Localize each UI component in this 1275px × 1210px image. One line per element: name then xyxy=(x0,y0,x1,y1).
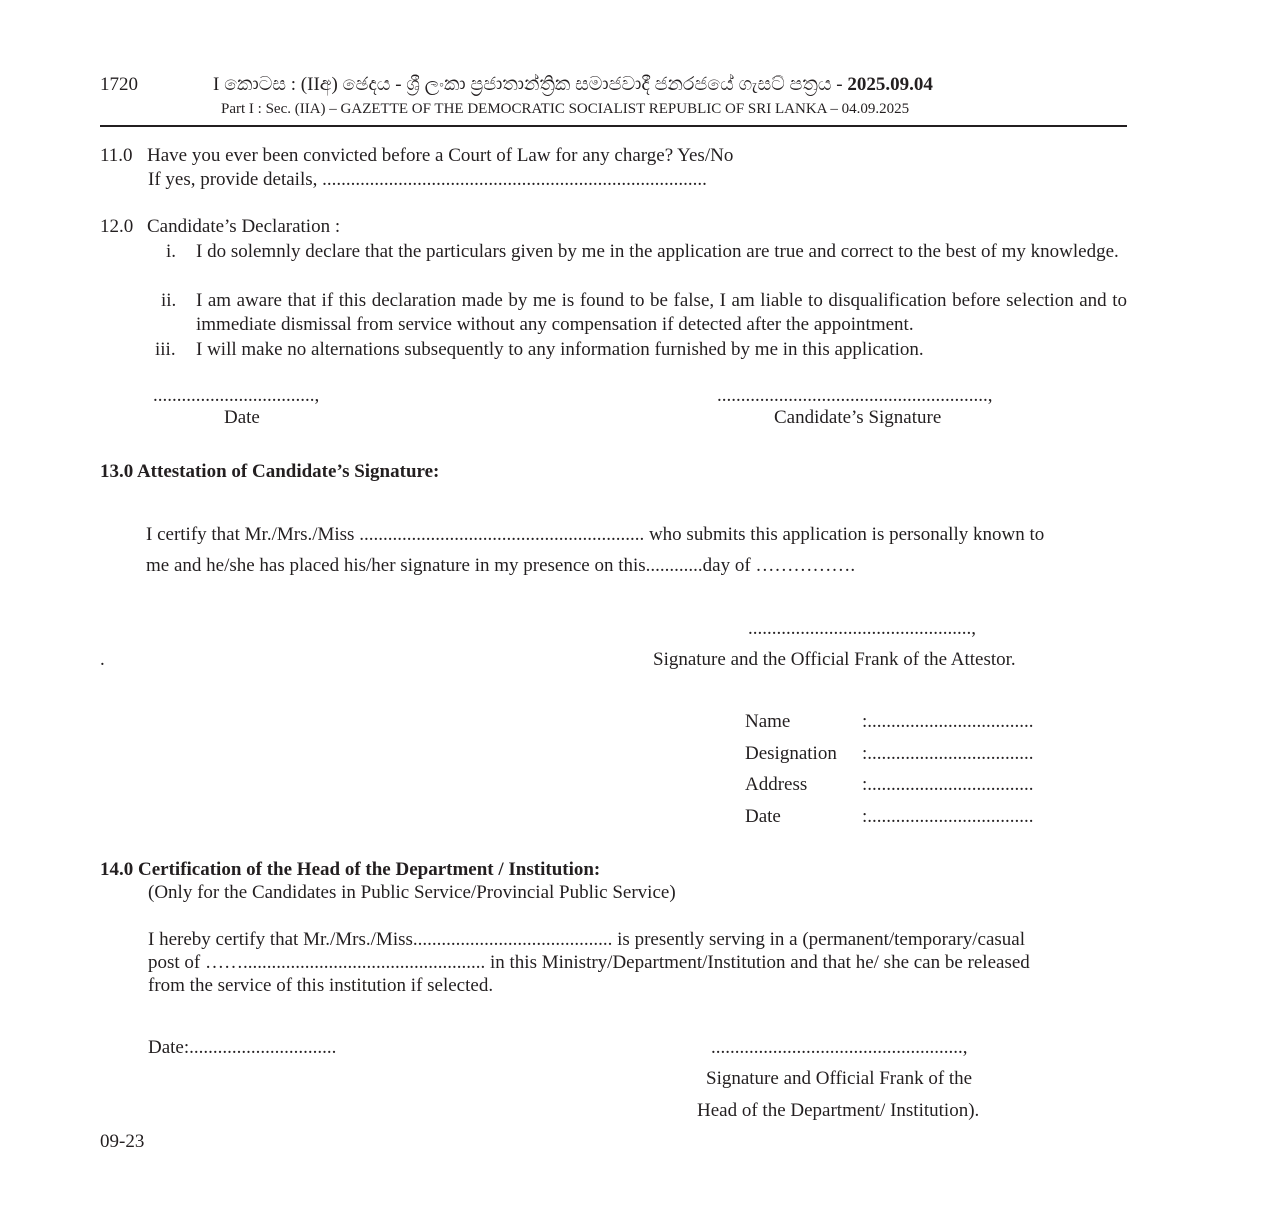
attestor-signature-dots: ..............................................., xyxy=(748,618,976,639)
attestor-field-value: :................................... xyxy=(862,743,1034,764)
s12-title: Candidate’s Declaration : xyxy=(147,216,341,237)
page-number: 1720 xyxy=(100,74,138,95)
s14-subheading: (Only for the Candidates in Public Service/Provincial Public Service) xyxy=(148,882,676,903)
s12-item-text: I will make no alternations subsequently to any information furnished by me in this application. xyxy=(196,339,924,360)
stray-dot: . xyxy=(100,649,105,670)
head-signature-label: Signature and Official Frank of the xyxy=(706,1068,973,1089)
s13-line1: I certify that Mr./Mrs./Miss ............................................................ who submits this application is personally known to xyxy=(146,524,1045,545)
english-header: Part I : Sec. (IIA) – GAZETTE OF THE DEMOCRATIC SOCIALIST REPUBLIC OF SRI LANKA – 04.09.2025 xyxy=(221,101,910,117)
s12-number: 12.0 xyxy=(100,216,134,237)
s14-paragraph-line: post of ……................................................... in this Ministry/Department/Institution and that he/ she can be released xyxy=(148,952,1030,973)
attestor-field-value: :................................... xyxy=(862,711,1034,732)
header-rule xyxy=(100,125,1127,127)
sinhala-header xyxy=(213,73,933,97)
s11-number: 11.0 xyxy=(100,145,133,166)
s11-details: If yes, provide details, ................................................................................. xyxy=(148,169,707,190)
sinhala-date: 2025.09.04 xyxy=(847,74,933,95)
attestor-signature-label: Signature and the Official Frank of the Attestor. xyxy=(653,649,1016,670)
date-label: Date xyxy=(224,407,260,428)
s14-date-line: Date:............................... xyxy=(148,1037,337,1058)
attestor-field-label: Designation xyxy=(745,743,837,764)
s12-item-num: i. xyxy=(166,241,177,262)
sinhala-title: I කොටස : (IIඅ) ඡෙදය - ශ්‍රී ලංකා ප්‍රජාතාන්ත්‍රික සමාජවාදී ජනරජයේ ගැසට් පත්‍රය - xyxy=(213,74,848,95)
s14-heading: 14.0 Certification of the Head of the Department / Institution: xyxy=(100,859,601,880)
attestor-field-label: Date xyxy=(745,806,781,827)
s13-line2: me and he/she has placed his/her signature in my presence on this............day of ……………. xyxy=(146,555,856,576)
date-dots: .................................., xyxy=(153,385,320,406)
attestor-field-value: :................................... xyxy=(862,806,1034,827)
head-signature-label: Head of the Department/ Institution). xyxy=(697,1100,980,1121)
s14-paragraph-line: I hereby certify that Mr./Mrs./Miss.......................................... is presently serving in a (permanent/temporary/casual xyxy=(148,929,1025,950)
footer-code: 09-23 xyxy=(100,1131,145,1152)
attestor-field-label: Name xyxy=(745,711,791,732)
s14-paragraph-line: from the service of this institution if selected. xyxy=(148,975,494,996)
candidate-signature-label: Candidate’s Signature xyxy=(774,407,942,428)
candidate-signature-dots: ........................................................., xyxy=(717,385,993,406)
s12-item-text: I do solemnly declare that the particulars given by me in the application are true and correct to the best of my knowledge. xyxy=(196,241,1119,262)
s12-item-num: ii. xyxy=(161,290,177,311)
attestor-field-value: :................................... xyxy=(862,774,1034,795)
attestor-field-label: Address xyxy=(745,774,808,795)
s13-heading: 13.0 Attestation of Candidate’s Signature: xyxy=(100,461,440,482)
s12-item-text: I am aware that if this declaration made by me is found to be false, I am liable to disqualification before selection and to immediate dismissal from service without any compensation if detected after the appointment. xyxy=(196,290,1127,335)
s12-item-num: iii. xyxy=(155,339,176,360)
s11-question: Have you ever been convicted before a Court of Law for any charge? Yes/No xyxy=(147,145,734,166)
head-signature-dots: ....................................................., xyxy=(711,1037,968,1058)
